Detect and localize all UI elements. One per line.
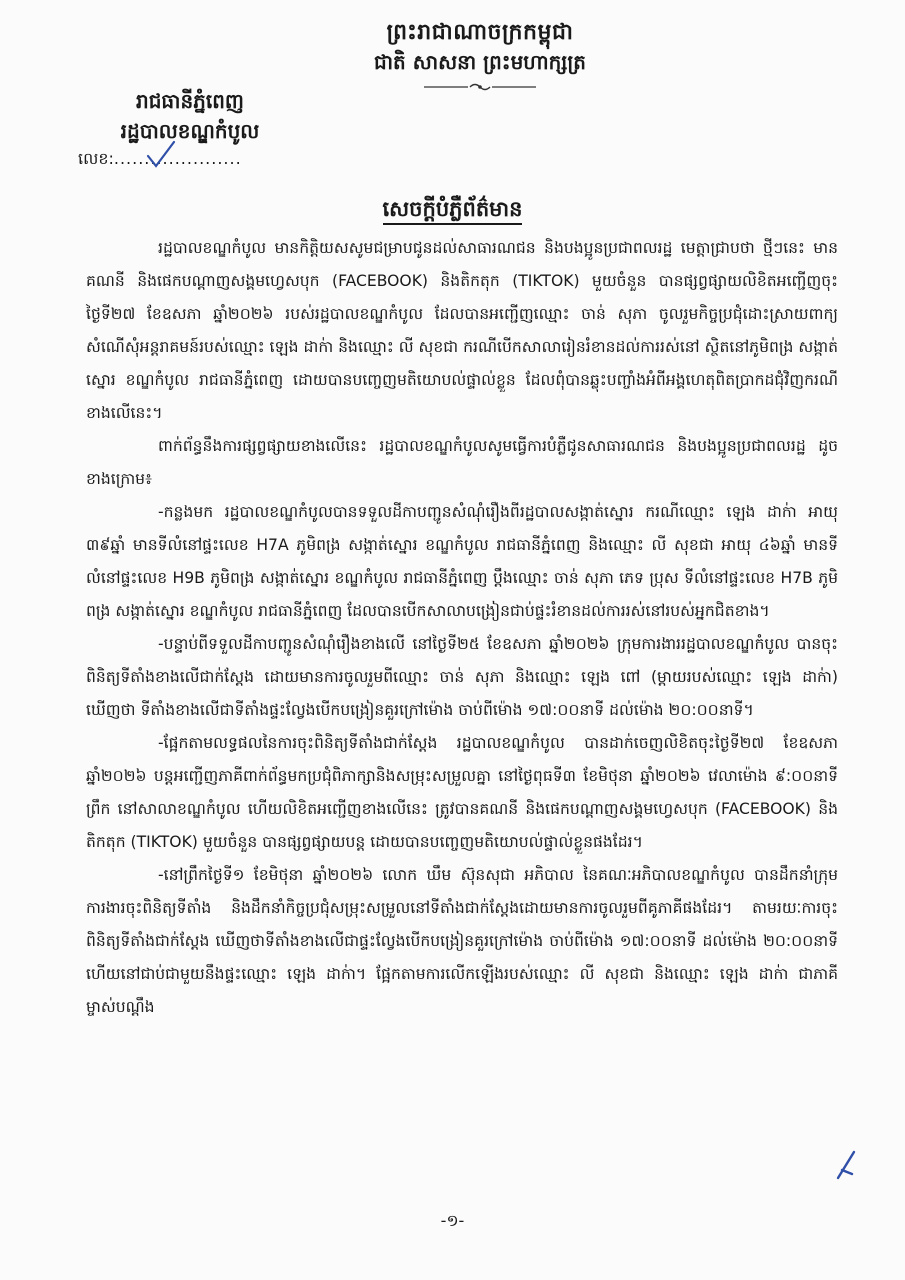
paragraph-complaint: -កន្លងមក រដ្ឋបាលខណ្ឌកំបូលបានទទួលដីកាបញ្ជូនសំណុំរឿងពីរដ្ឋបាលសង្កាត់ស្នោរ ករណីឈ្មោះ ឡេង ដាក់ា អាយុ ៣៩ឆ្នាំ មានទីលំនៅផ្ទះលេខ H7A ភូមិពង្រ សង្កាត់ស្នោរ ខណ្ឌកំបូល រាជធានីភ្នំពេញ និងឈ្មោះ លី សុខជា អាយុ ៤៦ឆ្នាំ មានទីលំនៅផ្ទះលេខ H9B ភូមិពង្រ សង្កាត់ស្នោរ ខណ្ឌកំបូល រាជធានីភ្នំពេញ ប្តឹងឈ្មោះ ចាន់ សុភា ភេទ ប្រុស ទីលំនៅផ្ទះលេខ H7B ភូមិពង្រ សង្កាត់ស្នោរ ខណ្ឌកំបូល រាជធានីភ្នំពេញ ដែលបានបើកសាលាបង្រៀនជាប់ផ្ទះរំខានដល់ការរស់នៅរបស់អ្នកជិតខាង។ xyxy=(86,503,838,620)
paragraph-invitation: -ផ្អែកតាមលទ្ធផលនៃការចុះពិនិត្យទីតាំងជាក់ស្តែង រដ្ឋបាលខណ្ឌកំបូល បានដាក់ចេញលិខិតចុះថ្ងៃទី២៧ ខែឧសភា ឆ្នាំ២០២៦ បន្តអញ្ជើញភាគីពាក់ព័ន្ធមកប្រជុំពិភាក្សានិងសម្រុះសម្រួលគ្នា នៅថ្ងៃពុធទី៣ ខែមិថុនា ឆ្នាំ២០២៦ វេលាម៉ោង ៩:០០នាទីព្រឹក នៅសាលាខណ្ឌកំបូល ហើយលិខិតអញ្ជើញខាងលើនេះ ត្រូវបានគណនី និងផេកបណ្តាញសង្គមហ្វេសបុក (FACEBOOK) និងតិកតុក (TIKTOK) មួយចំនួន បានផ្សព្វផ្សាយបន្ត ដោយបានបញ្ចេញមតិយោបល់ផ្ទាល់ខ្លួនផងដែរ។ xyxy=(86,734,838,851)
authority-block xyxy=(60,86,320,172)
paragraph-inspection: -បន្ទាប់ពីទទួលដីកាបញ្ជូនសំណុំរឿងខាងលើ នៅថ្ងៃទី២៥ ខែឧសភា ឆ្នាំ២០២៦ ក្រុមការងាររដ្ឋបាលខណ្ឌកំបូល បានចុះពិនិត្យទីតាំងខាងលើជាក់ស្តែង ដោយមានការចូលរួមពីឈ្មោះ ចាន់ សុភា និងឈ្មោះ ឡេង ពៅ (ម្តាយរបស់ឈ្មោះ ឡេង ដាក់ា) ឃើញថា ទីតាំងខាងលើជាទីតាំងផ្ទះល្វែងបើកបង្រៀនគួរក្រៅម៉ោង ចាប់ពីម៉ោង ១៧:០០នាទី ដល់ម៉ោង ២០:០០នាទី។ xyxy=(86,635,838,719)
pen-mark-icon xyxy=(832,1148,862,1182)
checkmark-icon xyxy=(144,140,178,170)
capital-name: រាជធានីភ្នំពេញ xyxy=(136,89,244,113)
national-header xyxy=(300,18,660,96)
national-motto: ជាតិ សាសនា ព្រះមហាក្សត្រ xyxy=(374,50,586,74)
reference-dots: ..................... xyxy=(113,149,242,168)
document-title xyxy=(0,196,905,227)
paragraph-meeting: -នៅព្រឹកថ្ងៃទី១ ខែមិថុនា ឆ្នាំ២០២៦ លោក ឃឹម ស៊ុនសុជា អភិបាល នៃគណៈអភិបាលខណ្ឌកំបូល បានដឹកនាំក្រុមការងារចុះពិនិត្យទីតាំង និងដឹកនាំកិច្ចប្រជុំសម្រុះសម្រួលនៅទីតាំងជាក់ស្តែងដោយមានការចូលរួមពីគូភាគីផងដែរ។ តាមរយៈការចុះពិនិត្យទីតាំងជាក់ស្តែង ឃើញថាទីតាំងខាងលើជាផ្ទះល្វែងបើកបង្រៀនគួរក្រៅម៉ោង ចាប់ពីម៉ោង ១៧:០០នាទី ដល់ម៉ោង ២០:០០នាទី ហើយនៅជាប់ជាមួយនឹងផ្ទះឈ្មោះ ឡេង ដាក់ា។ ផ្អែកតាមការលើកឡើងរបស់ឈ្មោះ លី សុខជា និងឈ្មោះ ឡេង ដាក់ា ជាភាគីម្ចាស់បណ្តឹង xyxy=(86,866,838,1016)
document-body xyxy=(86,232,838,1024)
document-title-text: សេចក្តីបំភ្លឺព័ត៌មាន xyxy=(383,197,523,225)
paragraph-intro: រដ្ឋបាលខណ្ឌកំបូល មានកិត្តិយសសូមជម្រាបជូនដល់សាធារណជន និងបងប្អូនប្រជាពលរដ្ឋ មេត្តាជ្រាបថា ថ្មីៗនេះ មានគណនី និងផេកបណ្តាញសង្គមហ្វេសបុក (FACEBOOK) និងតិកតុក (TIKTOK) មួយចំនួន បានផ្សព្វផ្សាយលិខិតអញ្ជើញចុះថ្ងៃទី២៧ ខែឧសភា ឆ្នាំ២០២៦ របស់រដ្ឋបាលខណ្ឌកំបូល ដែលបានអញ្ជើញឈ្មោះ ចាន់ សុភា ចូលរួមកិច្ចប្រជុំដោះស្រាយពាក្យសំណើសុំអន្តរាគមន៍របស់ឈ្មោះ ឡេង ដាក់ា និងឈ្មោះ លី សុខជា ករណីបើកសាលារៀនរំខានដល់ការរស់នៅ ស្ថិតនៅភូមិពង្រ សង្កាត់ស្នោរ ខណ្ឌកំបូល រាជធានីភ្នំពេញ ដោយបានបញ្ចេញមតិយោបល់ផ្ទាល់ខ្លួន ដែលពុំបានឆ្លុះបញ្ចាំងអំពីអង្គហេតុពិតប្រាកដជុំវិញករណីខាងលើនេះ។ xyxy=(86,239,838,422)
ornament-divider-icon xyxy=(420,82,540,92)
reference-number xyxy=(78,146,320,172)
paragraph-clarification: ពាក់ព័ន្ធនឹងការផ្សព្វផ្សាយខាងលើនេះ រដ្ឋបាលខណ្ឌកំបូលសូមធ្វើការបំភ្លឺជូនសាធារណជន និងបងប្អូនប្រជាពលរដ្ឋ ដូចខាងក្រោម៖ xyxy=(86,437,838,488)
page-number: -១- xyxy=(440,1211,465,1230)
district-administration: រដ្ឋបាលខណ្ឌកំបូល xyxy=(120,119,260,143)
kingdom-title: ព្រះរាជាណាចក្រកម្ពុជា xyxy=(386,20,574,45)
reference-label: លេខ: xyxy=(78,149,114,168)
